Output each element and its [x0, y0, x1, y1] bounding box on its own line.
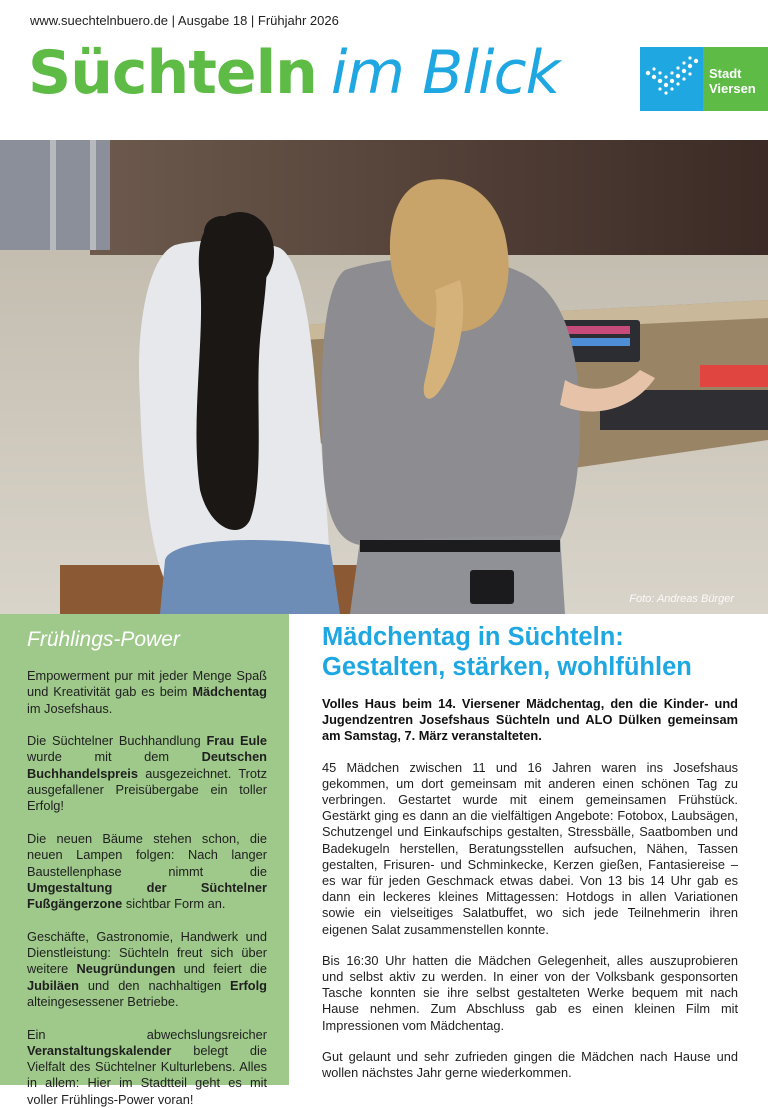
- cover-photo: [0, 140, 768, 614]
- sidebar-highlight: Veranstaltungskalender: [27, 1042, 172, 1058]
- sidebar-title: Frühlings-Power: [27, 628, 180, 651]
- masthead-title-part2: im Blick: [330, 38, 560, 108]
- issue-info: www.suechtelnbuero.de | Ausgabe 18 | Frühjahr 2026: [30, 13, 339, 28]
- sidebar-paragraph: [27, 733, 267, 814]
- sidebar-text: belegt die Vielfalt des Süchtelner Kulturlebens. Alles in allem: Hier im Stadtteil geht es mit voller Frühlings-Power voran!: [27, 1042, 267, 1107]
- article-headline-line2: Gestalten, stärken, wohlfühlen: [322, 653, 692, 681]
- sidebar-paragraph: [27, 929, 267, 1010]
- logo-checkmark-icon: [640, 47, 703, 111]
- sidebar-text: Geschäfte, Gastronomie, Handwerk und Dienstleistung: Süchteln freut sich über weitere: [27, 928, 267, 977]
- article-lead: Volles Haus beim 14. Viersener Mädchentag, den die Kinder- und Jugendzentren Josefshaus Süchteln und ALO Dülken gemeinsam am Samstag, 7. März veranstalteten.: [322, 696, 738, 744]
- sidebar-highlight: Deutschen Buchhandelspreis: [27, 749, 267, 781]
- stadt-viersen-logo: [640, 47, 768, 111]
- article-paragraph: Bis 16:30 Uhr hatten die Mädchen Gelegenheit, alles auszuprobieren und selbst aktiv zu werden. In einer von der Volksbank gesponsorten Tasche konnten sie ihre selbst gestalteten Werke bequem mit nach Hause nehmen. Zum Abschluss gab es einen kleinen Film mit Impressionen vom Mädchentag.: [322, 952, 738, 1033]
- sidebar-text: Die neuen Bäume stehen schon, die neuen Lampen folgen: Nach langer Baustellenphase nimmt die: [27, 830, 267, 879]
- sidebar-highlight: Frau Eule: [206, 733, 267, 749]
- article-paragraph: 45 Mädchen zwischen 11 und 16 Jahren waren ins Josefshaus gekommen, um dort gemeinsam mit anderen einen schönen Tag zu verbringen. Gestartet wurde mit einem gemeinsamen Frühstück. Gestärkt ging es dann an die vielfältigen Angebote: Fotobox, Laubsägen, Schutzengel und Einkaufschips gestalten, Stressbälle, Saatbomben und Badekugeln herstellen, Beratungsstellen aufsuchen, Nähen, Tassen gestalten, Frisuren- und Schminkecke, Kerzen gießen, Fantasiereise – es war für jeden Geschmack etwas dabei. Von 13 bis 14 Uhr gab es dann ein leckeres kleines Mittagessen: Hotdogs in allen Variationen sowie ein vielseitiges Salatbuffet, wo sich jede Teilnehmerin ihren eigenen Salat zusammenstellen konnte.: [322, 759, 738, 937]
- sidebar-text: alteingesessener Betriebe.: [27, 993, 179, 1009]
- logo-line-viersen: Viersen: [709, 81, 756, 96]
- sidebar-highlight: Umgestaltung der Süchtelner Fußgängerzone: [27, 879, 267, 912]
- photo-credit: Foto: Andreas Bürger: [629, 593, 734, 605]
- masthead-title-part1: Süchteln: [28, 38, 317, 108]
- sidebar-text: wurde mit dem: [27, 749, 202, 765]
- sidebar-paragraph: [27, 668, 267, 717]
- sidebar-box: [0, 614, 289, 1107]
- sidebar-text: ausgezeichnet. Trotz ausgefallener Preisübergabe ein toller Erfolg!: [27, 765, 267, 814]
- article-headline-line1: Mädchentag in Süchteln:: [322, 623, 624, 651]
- sidebar-text: sichtbar Form an.: [122, 896, 226, 912]
- sidebar-highlight: Mädchentag: [192, 684, 267, 700]
- logo-line-stadt: Stadt: [709, 66, 742, 81]
- sidebar-text: Empowerment pur mit jeder Menge Spaß und Kreativität gab es beim: [27, 668, 267, 700]
- sidebar-text: und feiert die: [175, 961, 267, 977]
- sidebar-highlight: Erfolg: [230, 977, 267, 993]
- sidebar-highlight: Neugründungen: [76, 961, 176, 977]
- cover-photo-illustration: [0, 140, 768, 614]
- sidebar-text: im Josefshaus.: [27, 700, 113, 716]
- article-paragraph: Gut gelaunt und sehr zufrieden gingen die Mädchen nach Hause und wollen nächstes Jahr gerne wiederkommen.: [322, 1048, 738, 1081]
- sidebar-highlight: Jubiläen: [27, 977, 79, 993]
- masthead-title: [28, 38, 559, 118]
- article: [322, 622, 738, 1096]
- logo-wordmark: [703, 47, 768, 111]
- logo-emblem: [640, 47, 703, 111]
- sidebar-paragraphs: [27, 668, 267, 1108]
- sidebar-paragraph: [27, 831, 267, 912]
- sidebar-text: Ein abwechslungsreicher: [27, 1026, 267, 1042]
- sidebar-paragraph: [27, 1027, 267, 1108]
- sidebar-text: Die Süchtelner Buchhandlung: [27, 733, 207, 749]
- sidebar-text: und den nachhaltigen: [78, 977, 231, 993]
- article-headline: [322, 622, 738, 682]
